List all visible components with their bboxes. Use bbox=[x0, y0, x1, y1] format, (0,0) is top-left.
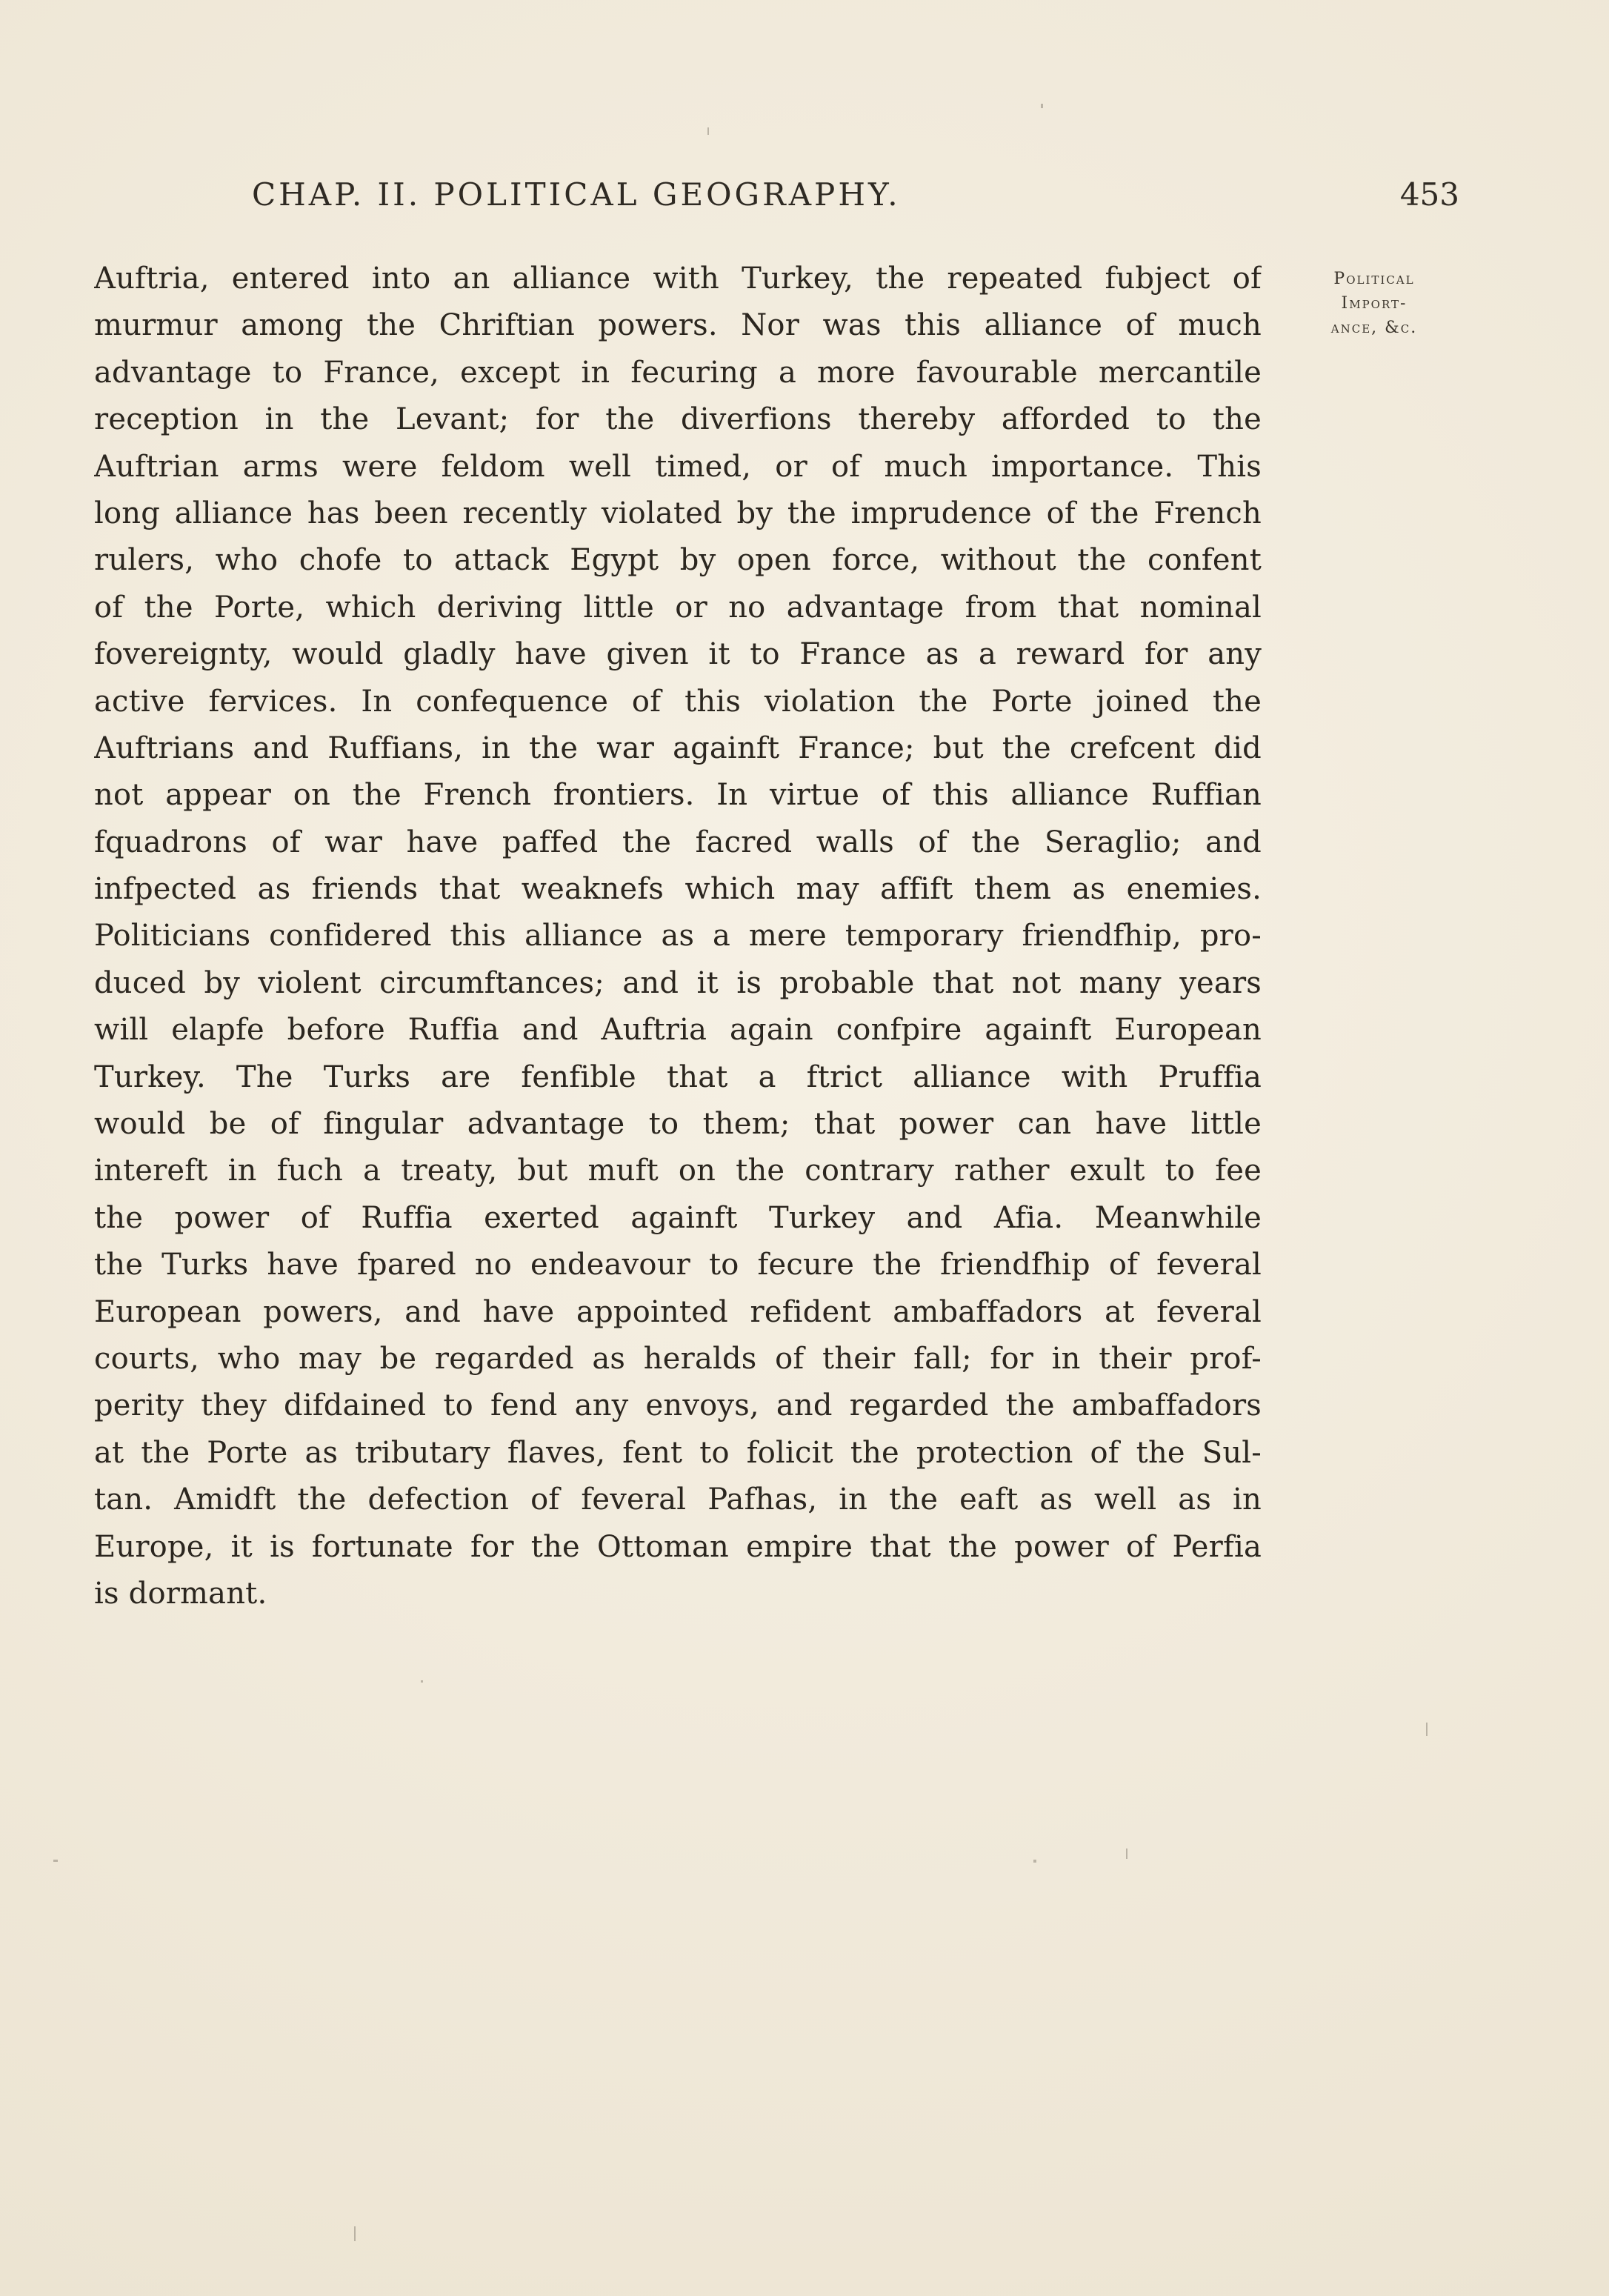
text-line: reception in the Levant; for the diverfions thereby afforded to the bbox=[94, 402, 1262, 437]
marginal-note-line: Political bbox=[1333, 270, 1415, 288]
text-line: fquadrons of war have paffed the facred walls of the Seraglio; and bbox=[94, 825, 1262, 859]
text-line: Auftrians and Ruffians, in the war againft France; but the crefcent did bbox=[94, 731, 1262, 765]
page-number: 453 bbox=[1399, 176, 1459, 213]
text-line: would be of fingular advantage to them; that power can have little bbox=[94, 1107, 1262, 1142]
paper-speck bbox=[1426, 1723, 1428, 1736]
text-line: Auftria, entered into an alliance with Turkey, the repeated fubject of bbox=[94, 262, 1262, 296]
text-line: will elapfe before Ruffia and Auftria again confpire againft European bbox=[94, 1013, 1262, 1048]
text-line: the Turks have fpared no endeavour to fecure the friendfhip of feveral bbox=[94, 1248, 1262, 1282]
text-line: long alliance has been recently violated by the imprudence of the French bbox=[94, 496, 1262, 530]
text-line: duced by violent circumftances; and it is probable that not many years bbox=[94, 965, 1262, 1000]
text-line: not appear on the French frontiers. In virtue of this alliance Ruffian bbox=[94, 778, 1262, 813]
paper-speck bbox=[354, 2226, 356, 2241]
running-head: CHAP. II. POLITICAL GEOGRAPHY. bbox=[252, 176, 901, 213]
text-line: advantage to France, except in fecuring a more favourable mercantile bbox=[94, 355, 1262, 390]
text-line: fovereignty, would gladly have given it to France as a reward for any bbox=[94, 637, 1262, 672]
text-line: of the Porte, which deriving little or no advantage from that nominal bbox=[94, 590, 1262, 625]
text-line: active fervices. In confequence of this violation the Porte joined the bbox=[94, 684, 1262, 719]
marginal-note bbox=[1296, 267, 1452, 370]
text-line: Auftrian arms were feldom well timed, or of much importance. This bbox=[94, 449, 1262, 484]
body-text bbox=[94, 256, 1262, 1648]
paper-speck bbox=[707, 127, 709, 135]
text-line: murmur among the Chriftian powers. Nor was this alliance of much bbox=[94, 308, 1262, 343]
text-line: courts, who may be regarded as heralds of their fall; for in their prof- bbox=[94, 1341, 1262, 1376]
text-line: Europe, it is fortunate for the Ottoman empire that the power of Perfia bbox=[94, 1529, 1262, 1564]
paper-speck bbox=[1033, 1860, 1036, 1863]
text-line: Politicians confidered this alliance as a mere temporary friendfhip, pro- bbox=[94, 919, 1262, 954]
paper-speck bbox=[1126, 1849, 1127, 1859]
text-line: tan. Amidft the defection of feveral Pafhas, in the eaft as well as in bbox=[94, 1483, 1262, 1517]
text-line: at the Porte as tributary flaves, fent to folicit the protection of the Sul- bbox=[94, 1435, 1262, 1470]
text-line: perity they difdained to fend any envoys, and regarded the ambaffadors bbox=[94, 1388, 1262, 1423]
text-line: the power of Ruffia exerted againft Turkey and Afia. Meanwhile bbox=[94, 1200, 1262, 1235]
text-line: intereft in fuch a treaty, but muft on the contrary rather exult to fee bbox=[94, 1154, 1262, 1188]
text-line: Turkey. The Turks are fenfible that a ftrict alliance with Pruffia bbox=[94, 1059, 1262, 1094]
paper-speck bbox=[53, 1860, 58, 1862]
text-line: is dormant. bbox=[94, 1576, 267, 1611]
marginal-note-line: Import- bbox=[1341, 294, 1408, 313]
text-line: European powers, and have appointed refident ambaffadors at feveral bbox=[94, 1294, 1262, 1329]
text-line: rulers, who chofe to attack Egypt by open force, without the confent bbox=[94, 543, 1262, 578]
paper-speck bbox=[421, 1680, 423, 1683]
paper-speck bbox=[1041, 104, 1043, 108]
text-line: infpected as friends that weaknefs which may affift them as enemies. bbox=[94, 872, 1262, 907]
marginal-note-line: ance, &c. bbox=[1330, 319, 1418, 337]
